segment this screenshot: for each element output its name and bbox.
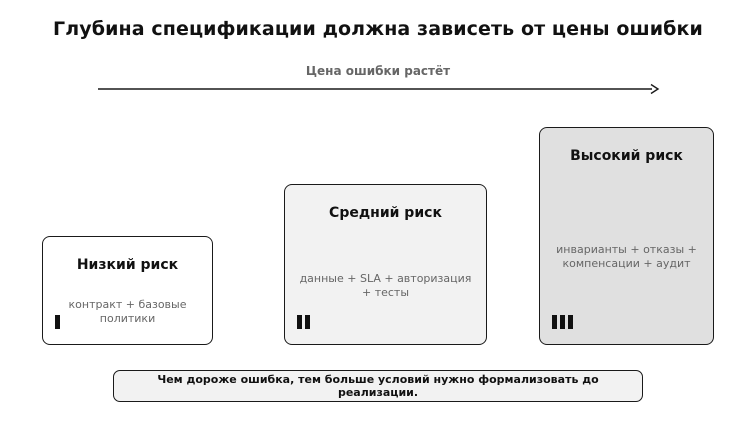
footer-note: Чем дороже ошибка, тем больше условий нужно формализовать до реализации.	[113, 370, 643, 402]
axis-label: Цена ошибки растёт	[305, 64, 451, 78]
risk-level-indicator	[55, 315, 60, 329]
risk-bar-icon	[55, 315, 60, 329]
card-description: данные + SLA + авторизация + тесты	[299, 272, 472, 299]
risk-bar-icon	[568, 315, 573, 329]
diagram-title: Глубина спецификации должна зависеть от цены ошибки	[53, 18, 703, 40]
card-description: контракт + базовые политики	[68, 298, 187, 325]
card-title: Низкий риск	[76, 257, 179, 273]
card-high-risk	[539, 127, 714, 345]
risk-level-indicator	[552, 315, 573, 329]
arrow-head-icon	[651, 85, 658, 94]
risk-bar-icon	[305, 315, 310, 329]
card-medium-risk	[284, 184, 487, 345]
card-low-risk	[42, 236, 213, 345]
card-title: Высокий риск	[570, 148, 683, 164]
risk-level-indicator	[297, 315, 310, 329]
risk-bar-icon	[297, 315, 302, 329]
risk-bar-icon	[560, 315, 565, 329]
card-title: Средний риск	[329, 205, 442, 221]
risk-bar-icon	[552, 315, 557, 329]
card-description: инварианты + отказы + компенсации + аудит	[556, 243, 697, 270]
